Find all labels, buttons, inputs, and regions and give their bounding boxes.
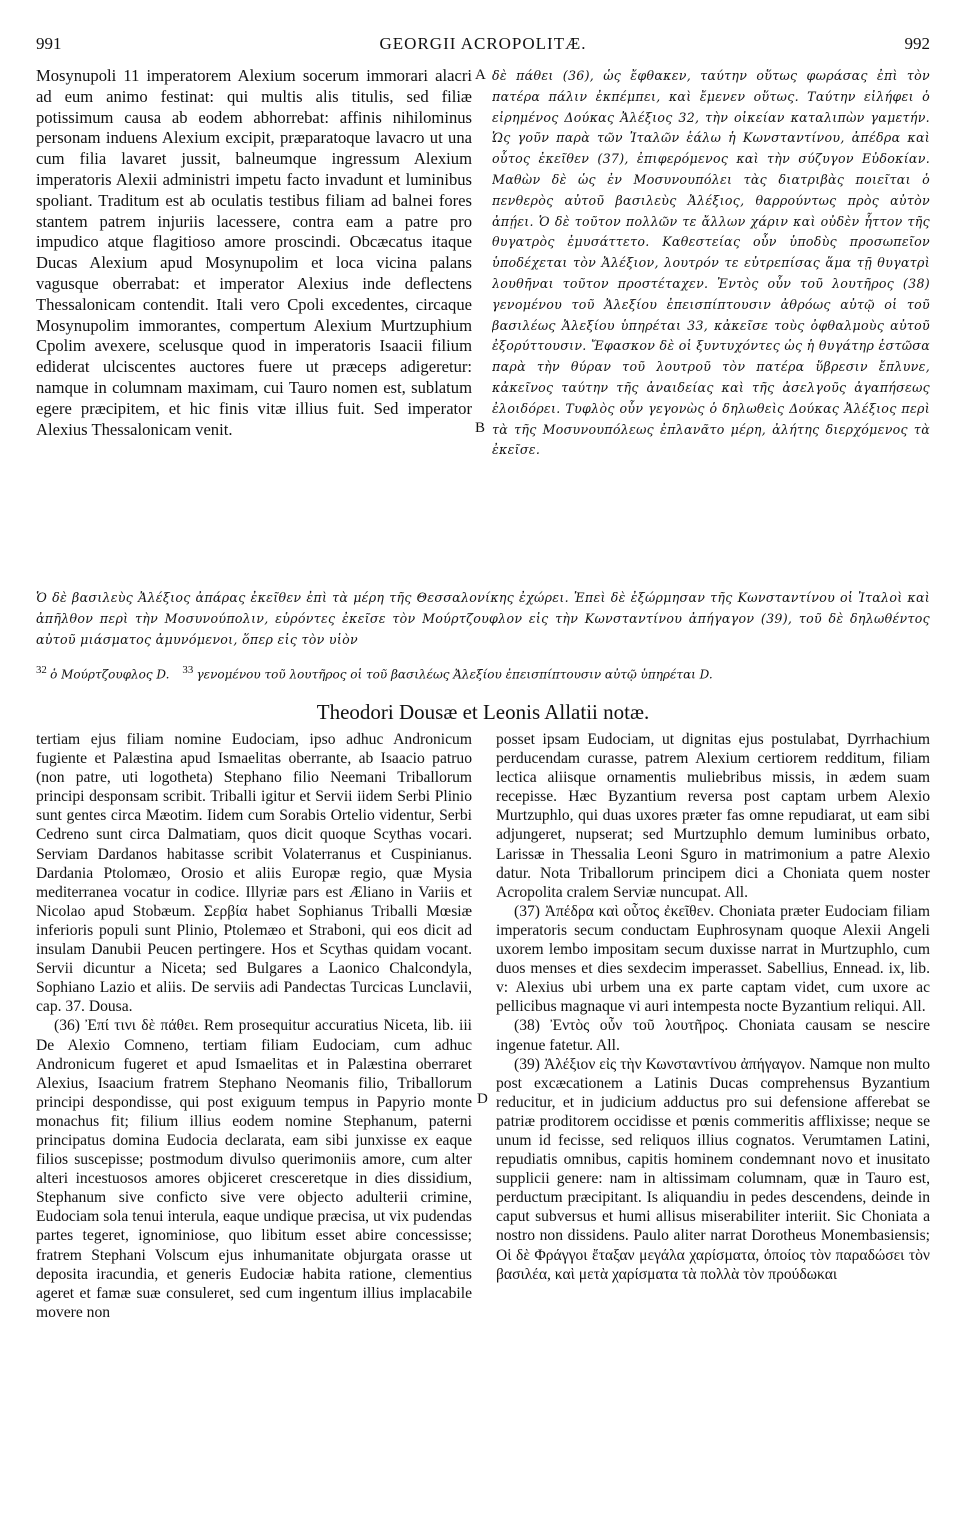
- note-paragraph: posset ipsam Eudociam, ut dignitas ejus postulabat, Dyrrhachium perducendam curasse, patrem Alexium certiorem redditum, filiam lectica aliisque ornamentis muliebribus missis, in ædem suam recepisse. Hæc Byzantium reversa post captam urbem Alexio Murtzuphlo, qui duas uxores præter fas omne repudiarat, ut eam sibi adjungeret, nupserat; sed Murtzuphlo demum luminibus orbato, Larissæ in Thessalia Leoni Sguro in matrimonium a patre Alexio datur. Nota Triballorum principem dici a Choniata quem noster Acropolita cralem Serviæ nuncupat. All.: [496, 731, 930, 901]
- footnote-32-mark: 32: [36, 664, 47, 676]
- notes-left-column: [36, 730, 472, 1508]
- running-header: [36, 34, 930, 56]
- page-number-left: 991: [36, 34, 62, 53]
- critical-apparatus: [36, 660, 930, 684]
- note-paragraph: tertiam ejus filiam nomine Eudociam, ipso adhuc Andronicum fugiente et Palæstina apud Ismaelitas oberrante, ab Isaacio patruo (non patre, uti logotheta) Stephano filio Neemani Triballorum principi desponsam scribit. Triballi igitur et Servii iidem Serbi Plinio sunt gentes circa Mæotim. Iidem cum Sorabis Ortelio videntur, Serbi Cedreno sunt circa Dalmatiam, quos dicit quoque Scythas vocari. Serviam Dardanos habitasse scribit Volaterranus et Cuspinianus. Dardania Ptolomæo, Orosio et aliis Europæ regio, quæ Mysia mediterranea vocatur in codice. Illyriæ pars est Æliano in Variis et Nicolao apud Stobæum. Σερβία habet Sophianus Triballi Mœsiæ inferioris populi sunt Plinio, Ptolemæo et Straboni, qui eos dicit ad insulam Danubii Peucen pertingere. Hos et Scythas quidam vocant. Servii dicuntur a Niceta; sed Bulgares a Laonico Chalcondyla, Sophiano Lazio et aliis. De serviis adi Pandectas Turcicas Lunclavii, cap. 37. Dousa.: [36, 731, 472, 1016]
- footnote-32-text: ὁ Μούρτζουφλος D.: [50, 667, 170, 682]
- note-paragraph: (38) Ἐντὸς οὖν τοῦ λουτῆρος. Choniata causam se nescire ingenue fatetur. All.: [496, 1017, 930, 1054]
- notes-right-column: [496, 730, 930, 1508]
- note-paragraph: (37) Ἀπέδρα καὶ οὗτος ἐκεῖθεν. Choniata præter Eudociam filiam imperatoris secum conductam Euphrosynam quoque Alexii Angeli uxorem lembo impositam secum duxisse narrat in Murtzuphlo, cum duos menses et dies sexdecim imperasset. Sabellius, Ennead. ix, lib. v: Alexius ubi urbem una ex parte captam videt, cum uxore ac pellicibus magnaque vi auri intempesta nocte Byzantium reliqui. All.: [496, 902, 930, 1016]
- latin-translation-column: Mosynupoli 11 imperatorem Alexium socerum immorari alacri ad eum animo festinat: qui multis alis titulis, sed filiæ potissimum causa ab eodem abhorrebat: affinis nihilominus personam induens Alexium excipit, præparatoque lavacro ut una cum filia lavaret jussit, balneumque ingressum Alexium imperatoris Alexii administri impetu facto invadunt et luminibus spoliant. Traditum est ab oculatis testibus filiam ad balnei fores stantem patrem injuriis lacessere, contra eam a patre pro impudico atque flagitioso amore proscindi. Obcæcatus itaque Ducas Alexium apud Mosynupolim et loca vicina palans vagusque oberrabat: et imperator Alexius inde deflectens Thessalonicam contendit. Itali vero Cpoli excedentes, circaque Mosynupolim immorantes, compertum Alexium Murtzuphium Cpolim avexere, scelusque quod in imperatoris Isaacii filium ediderat ulciscentes auctores fuere ut præceps adigeretur: namque in columnam maximam, cui Tauro nomen est, sublatum egere præcipitem, et hic finis vitæ illius fuit. Sed imperator Alexius Thessalonicam venit.: [36, 66, 472, 439]
- footnote-33-mark: 33: [182, 664, 194, 676]
- greek-text-continuation: Ὁ δὲ βασιλεὺς Ἀλέξιος ἀπάρας ἐκεῖθεν ἐπὶ τὰ μέρη τῆς Θεσσαλονίκης ἐχώρει. Ἐπεὶ δὲ ἐξώρμησαν τῆς Κωνσταντίνου οἱ Ἰταλοὶ καὶ ἀπῆλθον περὶ τὴν Μοσυνούπολιν, εὑρόντες ἐκεῖσε τὸν Μούρτζουφλον εἰς τὴν Κωνσταντίνου ἀπήγαγον (39), τοῦ δὲ δηλωθέντος αὐτοῦ μιάσματος ἀμυνόμενοι, ὅπερ εἰς τὸν υἱὸν: [36, 590, 930, 647]
- greek-text-column: δὲ πάθει (36), ὡς ἔφθακεν, ταύτην οὕτως φωράσας ἐπὶ τὸν πατέρα πάλιν ἐκπέμπει, καὶ ἔμενεν οὕτως. Ταύτην εἰλήφει ὁ εἰρημένος Δούκας Ἀλέξιος 32, τὴν οἰκείαν καταλιπὼν γαμετήν. Ὡς γοῦν παρὰ τῶν Ἰταλῶν ἑάλω ἡ Κωνσταντίνου, ἀπέδρα καὶ οὗτος ἐκεῖθεν (37), ἐπιφερόμενος καὶ τὴν σύζυγον Εὐδοκίαν. Μαθὼν δὲ ὡς ἐν Μοσυνουπόλει τὰς διατριβὰς ποιεῖται ὁ πενθερὸς αὐτοῦ βασιλεὺς Ἀλέξιος, θαρρούντως πρὸς αὐτὸν ἀπῄει. Ὁ δὲ τοῦτον πολλῶν τε ἄλλων χάριν καὶ οὐδὲν ἧττον τῆς θυγατρὸς ἐμυσάττετο. Καθεστείας οὖν ὑποδὺς προσωπεῖον ὑποδέχεται τὸν Ἀλέξιον, λουτρόν τε εὐτρεπίσας ἅμα τῇ θυγατρὶ λουθῆναι τοῦτον προστέταχεν. Ἐντὸς οὖν τοῦ λουτῆρος (38) γενομένου τοῦ Ἀλεξίου ἐπεισπίπτουσιν ἀθρόως αὐτῷ οἱ τοῦ βασιλέως Ἀλεξίου ὑπηρέται 33, κἀκεῖσε τοὺς ὀφθαλμοὺς αὐτοῦ ἐξορύττουσιν. Ἔφασκον δὲ οἱ ξυντυχόντες ὡς ἡ θυγάτηρ ἑστῶσα παρὰ τὴν θύραν τοῦ λουτροῦ τὸν πατέρα ὕβρεσιν ἔπλυνε, κἀκεῖνος ταύτην τῆς ἀναιδείας καὶ τῆς ἀσελγοῦς ἀγαπήσεως ἐλοιδόρει. Τυφλὸς οὖν γεγονὼς ὁ δηλωθεὶς Δούκας Ἀλέξιος περὶ τὰ τῆς Μοσυνουπόλεως ἐπλανᾶτο μέρη, ἀλήτης διερχόμενος τὰ ἐκεῖσε.: [492, 68, 930, 458]
- margin-letter-d: D: [477, 1091, 488, 1107]
- note-paragraph: (39) Ἀλέξιον εἰς τὴν Κωνσταντίνου ἀπήγαγον. Namque non multo post excæcationem a Latinis Ducas comprehensus Byzantium reducitur, et in judicium adductus pro sui defensione afferebat se patriæ proditorem occidisse et pœnis commeritis afflixisse; neque se unum id fecisse, sed reliquos illius cognatos. Verumtamen Latini, repudiatis omnibus, capitis hominem condemnant novo et inusitato supplicii genere: nam in altissimam columnam, quæ in Tauro est, perductum præcipitant. Is aliquandiu in pedes descendens, deinde in caput subversus et humi allisus miserabiliter interiit. Sic Choniata a nostro non dissidens. Paulo aliter narrat Dorotheus Monembasiensis; Οἱ δὲ Φράγγοι ἔταξαν μεγάλα χαρίσματα, ὁποίος τὸν παραδώσει τὸν βασιλέα, καὶ μετὰ χαρίσματα τὰ πολλὰ τὸν προύδωκαι: [496, 1055, 930, 1283]
- running-title: GEORGII ACROPOLITÆ.: [379, 34, 587, 53]
- notes-heading: Theodori Dousæ et Leonis Allatii notæ.: [316, 700, 650, 724]
- margin-letter-b: B: [475, 420, 486, 436]
- footnote-33-text: γενομένου τοῦ λουτῆρος οἱ τοῦ βασιλέως Ἀλεξίου ἐπεισπίπτουσιν αὐτῷ ὑπηρέται D.: [196, 667, 713, 682]
- page-number-right: 992: [904, 34, 930, 53]
- margin-letter-a: A: [475, 67, 486, 83]
- note-paragraph: (36) Ἐπί τινι δὲ πάθει. Rem prosequitur accuratius Niceta, lib. iii De Alexio Comneno, tertiam filiam Eudociam, cum adhuc Andronicum fugeret et apud Ismaelitas et in Palæstina oberraret Alexius, Isaacium fratrem Stephano Neomanis filio, Triballorum principi despondisse, qui post exiguum tempus in Papyrio monte monachus fit; filium illius eodem nomine Stephanum, paterni principatus domina Eudocia declarata, eam sibi junxisse ex eaque filios suscepisse; postmodum divulso querimoniis amore, cum alter alteri incestuosos amores objiceret cresceretque in dies dissidium, Stephanum sive conficto sive vere objecto adulterii crimine, Eudociam sola tenui interula, eaque undique præcisa, ut vix pudendas partes tegeret, ignominiose, quo libitum esset abire concessisse; fratrem Stephani Volscum ejus inhumanitate objurgata orasse ut deposita iracundia, et generis Eudociæ habita ratione, clementius ageret et famæ suæ consuleret, sed cum ingentum illius implacabile movere non: [36, 1017, 472, 1321]
